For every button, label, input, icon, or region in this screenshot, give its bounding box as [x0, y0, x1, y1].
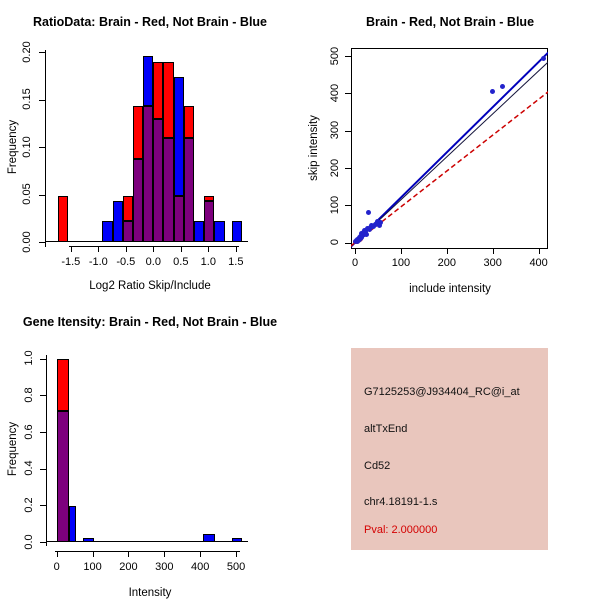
hist-bar: [143, 56, 153, 106]
x-tick: [126, 247, 127, 252]
hist-bar: [123, 196, 133, 221]
y-axis-line: [45, 50, 46, 247]
x-tick: [355, 249, 356, 254]
x-tick-label: 0.5: [173, 256, 189, 268]
reference-line: [351, 62, 548, 247]
y-tick-label: 0.8: [23, 387, 35, 403]
hist-bar: [203, 534, 214, 542]
y-tick-label: 0.4: [23, 460, 35, 476]
x-tick: [447, 249, 448, 254]
x-tick: [98, 247, 99, 252]
y-tick: [40, 359, 46, 360]
hist-bar: [83, 538, 94, 542]
y-tick-label: 1.0: [23, 350, 35, 366]
hist-bar: [133, 106, 143, 159]
ratio-hist-ylabel: Frequency: [7, 119, 19, 175]
hist-bar-overlap: [143, 106, 153, 242]
hist-bar-overlap: [174, 196, 184, 242]
x-tick: [57, 552, 58, 557]
x-tick-label: 300: [155, 561, 174, 573]
hist-bar: [194, 221, 204, 242]
x-tick-label: 500: [226, 561, 246, 573]
hist-bar-overlap: [57, 411, 68, 542]
info-event-type: altTxEnd: [364, 423, 408, 435]
info-pval: Pval: 2.000000: [364, 524, 438, 536]
y-tick: [40, 505, 46, 506]
hist-bar: [232, 538, 242, 542]
y-tick-label: 0.0: [23, 533, 35, 550]
info-probe-id: G7125253@J934404_RC@i_at: [364, 386, 520, 398]
x-tick-label: 1.5: [228, 256, 244, 268]
y-tick: [40, 542, 46, 543]
y-tick: [39, 195, 45, 196]
y-tick-label: 0.15: [21, 88, 33, 110]
x-tick-label: 1.0: [200, 256, 216, 268]
hist-bar: [204, 196, 214, 201]
x-tick-label: 0: [351, 257, 359, 269]
y-tick-label: 0.20: [21, 40, 33, 63]
panel-intensity-scatter: [300, 0, 600, 300]
x-tick: [401, 249, 402, 254]
x-tick-label: 0.0: [145, 256, 161, 268]
x-tick: [493, 249, 494, 254]
scatter-point-blue: [541, 56, 546, 61]
hist-bar: [214, 221, 224, 242]
x-tick-label: 200: [119, 561, 138, 573]
y-tick: [39, 52, 45, 53]
gene-hist-title: Gene Itensity: Brain - Red, Not Brain - Blue: [22, 315, 278, 329]
x-tick: [181, 247, 182, 252]
y-tick-label: 0.6: [23, 423, 35, 440]
x-tick-label: 100: [83, 561, 102, 573]
info-box: [351, 348, 548, 550]
scatter-lines-layer: [351, 48, 548, 249]
panel-gene-histogram: [0, 300, 300, 600]
y-tick: [39, 100, 45, 101]
x-tick: [128, 552, 129, 557]
x-tick: [236, 552, 237, 557]
x-tick-label: 400: [529, 257, 548, 269]
ratio-hist-title: RatioData: Brain - Red, Not Brain - Blue: [32, 15, 268, 29]
scatter-ylabel: skip intensity: [308, 115, 320, 181]
info-location: chr4.18191-1.s: [364, 496, 438, 508]
scatter-title: Brain - Red, Not Brain - Blue: [365, 15, 535, 29]
x-tick: [153, 247, 154, 252]
y-tick: [40, 432, 46, 433]
scatter-xlabel: include intensity: [409, 283, 491, 295]
y-tick-label: 0: [329, 239, 341, 246]
panel-ratio-histogram: [0, 0, 300, 300]
y-tick-label: 200: [329, 158, 341, 177]
hist-bar: [163, 62, 173, 139]
x-tick: [164, 552, 165, 557]
gene-hist-xlabel: Intensity: [128, 587, 172, 599]
x-tick: [200, 552, 201, 557]
hist-bar-overlap: [163, 138, 173, 242]
x-tick: [93, 552, 94, 557]
x-tick-label: -1.0: [88, 256, 108, 268]
y-tick-label: 500: [329, 46, 341, 65]
y-tick-label: 0.2: [23, 497, 35, 513]
blue-fit-line: [351, 52, 548, 247]
hist-bar: [153, 62, 163, 119]
hist-bar-overlap: [153, 119, 163, 243]
hist-bar: [184, 106, 194, 138]
y-tick: [39, 147, 45, 148]
hist-bar-overlap: [204, 201, 214, 242]
y-tick: [39, 242, 45, 243]
hist-bar: [232, 221, 242, 242]
x-tick-label: -1.5: [61, 256, 81, 268]
info-gene: Cd52: [364, 460, 391, 472]
x-tick: [539, 249, 540, 254]
x-tick-label: 400: [190, 561, 210, 573]
hist-bar-overlap: [133, 159, 143, 242]
y-tick-label: 0.00: [21, 230, 33, 253]
scatter-point-blue: [490, 89, 495, 94]
y-tick-label: 0.10: [21, 135, 33, 158]
hist-bar: [69, 506, 77, 542]
hist-bar: [102, 221, 112, 242]
ratio-hist-xlabel: Log2 Ratio Skip/Include: [89, 280, 211, 292]
y-tick: [40, 469, 46, 470]
x-tick-label: -0.5: [116, 256, 136, 268]
hist-bar: [174, 77, 184, 197]
x-tick-label: 0: [53, 561, 60, 573]
x-tick-label: 300: [483, 257, 502, 269]
hist-bar-overlap: [123, 221, 133, 242]
hist-bar-overlap: [184, 138, 194, 242]
y-tick-label: 0.05: [21, 183, 33, 205]
x-tick: [236, 247, 237, 252]
hist-bar: [113, 201, 123, 242]
hist-bar: [58, 196, 68, 242]
gene-hist-ylabel: Frequency: [7, 421, 19, 477]
hist-bar: [57, 359, 68, 411]
y-tick: [40, 395, 46, 396]
x-tick-label: 200: [437, 257, 456, 269]
y-axis-line: [46, 355, 47, 546]
x-tick: [208, 247, 209, 252]
zero-baseline: [47, 541, 248, 542]
panel-info: [300, 300, 600, 600]
y-tick-label: 400: [329, 83, 341, 103]
x-axis-line: [55, 551, 240, 552]
y-tick-label: 100: [329, 195, 341, 215]
x-tick: [71, 247, 72, 252]
x-tick-label: 100: [391, 257, 411, 269]
y-tick-label: 300: [329, 121, 341, 140]
